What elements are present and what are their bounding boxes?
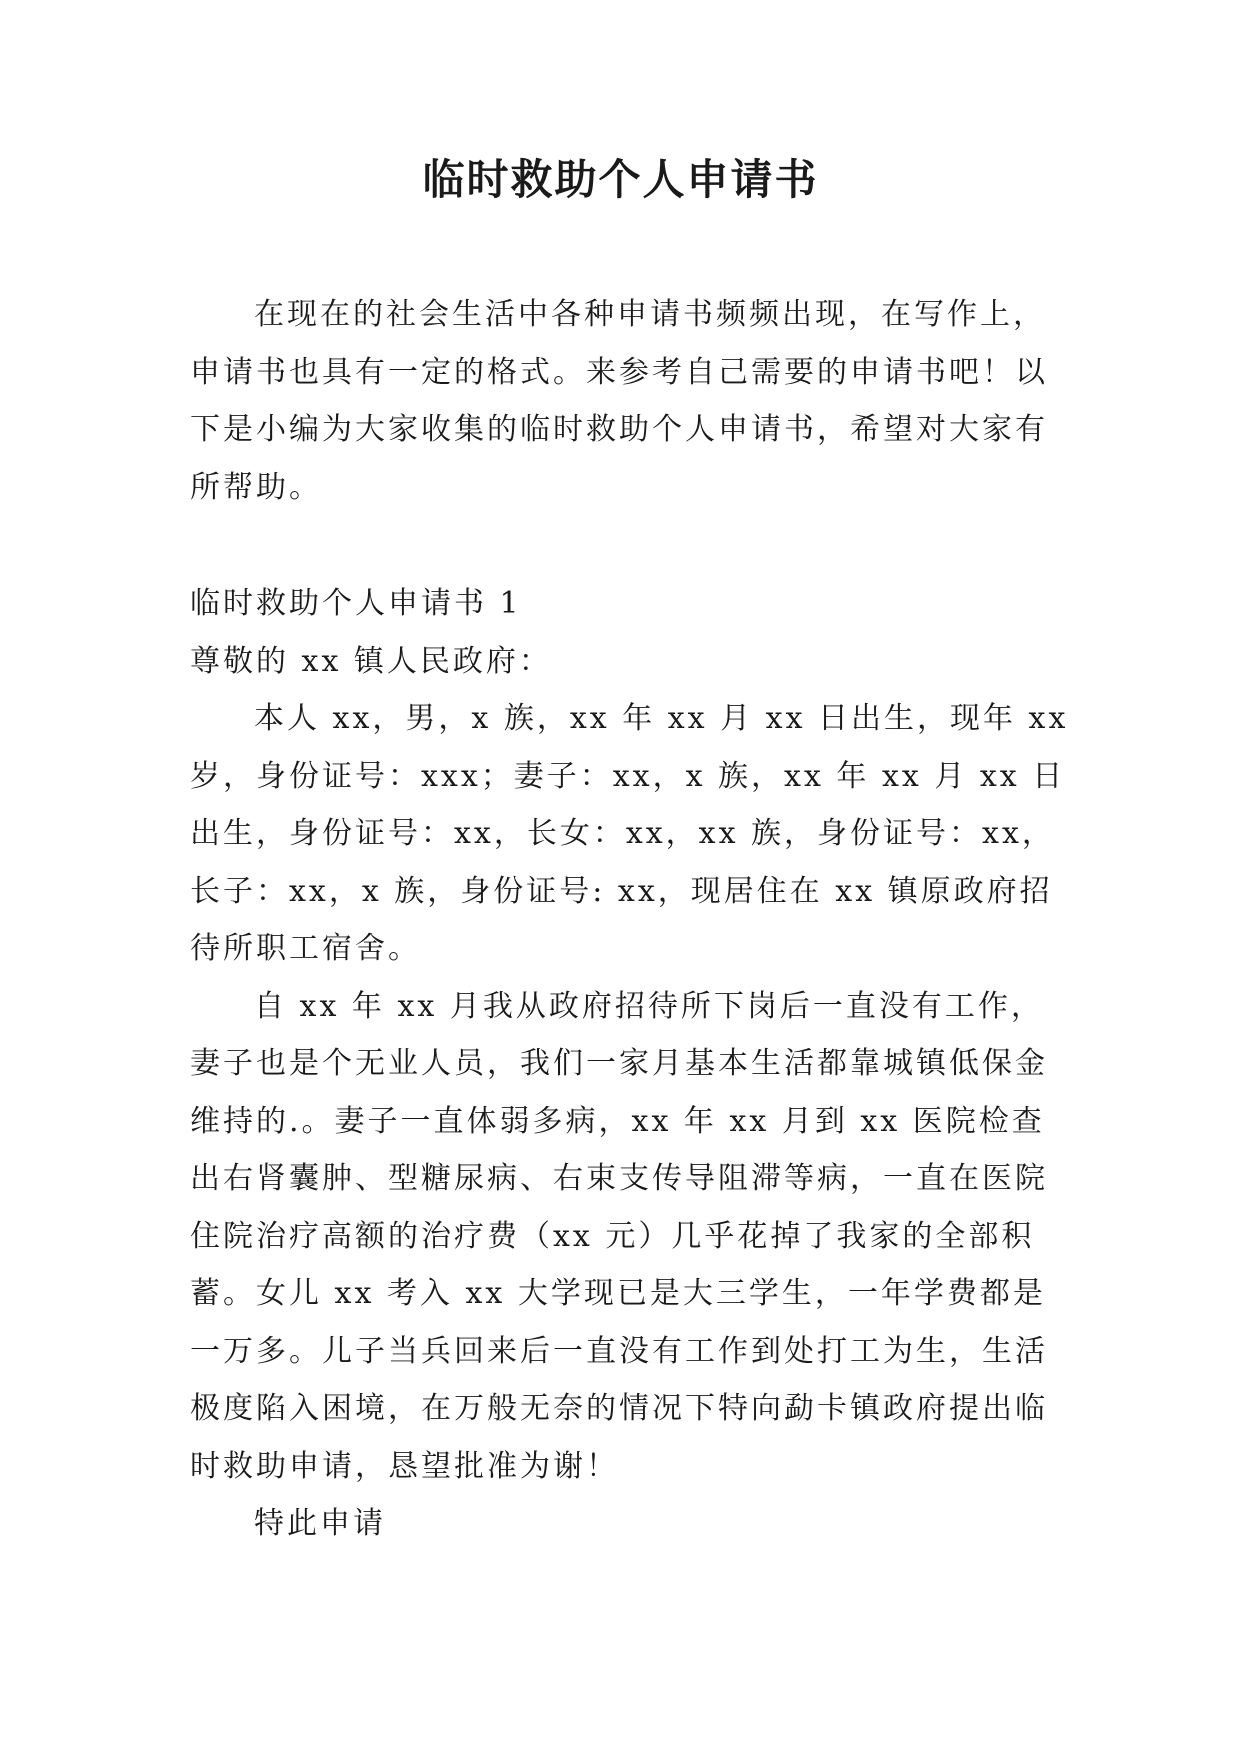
section-heading: 临时救助个人申请书 1	[190, 586, 522, 621]
body-paragraph-1: 本人 xx，男，x 族，xx 年 xx 月 xx 日出生，现年 xx 岁，身份证号：xxx；妻子：xx，x 族，xx 年 xx 月 xx 日出生，身份证号：xx，长女：xx，xx 族，身份证号：xx，长子：xx，x 族，身份证号: xx，现居住在 xx 镇原政府招待所职工宿舍。	[190, 701, 1069, 966]
closing-line: 特此申请	[254, 1506, 386, 1541]
intro-block	[190, 286, 1070, 516]
document-title: 临时救助个人申请书	[422, 155, 819, 204]
salutation: 尊敬的 xx 镇人民政府：	[190, 643, 552, 679]
application-letter	[190, 575, 1070, 1553]
intro-paragraph: 在现在的社会生活中各种申请书频频出现，在写作上，申请书也具有一定的格式。来参考自己需要的申请书吧！以下是小编为大家收集的临时救助个人申请书，希望对大家有所帮助。	[190, 297, 1048, 505]
body-paragraph-2: 自 xx 年 xx 月我从政府招待所下岗后一直没有工作，妻子也是个无业人员，我们一家月基本生活都靠城镇低保金维持的.。妻子一直体弱多病，xx 年 xx 月到 xx 医院检查出右肾囊肿、型糖尿病、右束支传导阻滞等病，一直在医院住院治疗高额的治疗费（xx 元）几乎花掉了我家的全部积蓄。女儿 xx 考入 xx 大学现已是大三学生，一年学费都是一万多。儿子当兵回来后一直没有工作到处打工为生，生活极度陷入困境，在万般无奈的情况下特向勐卡镇政府提出临时救助申请，恳望批准为谢！	[190, 988, 1048, 1484]
